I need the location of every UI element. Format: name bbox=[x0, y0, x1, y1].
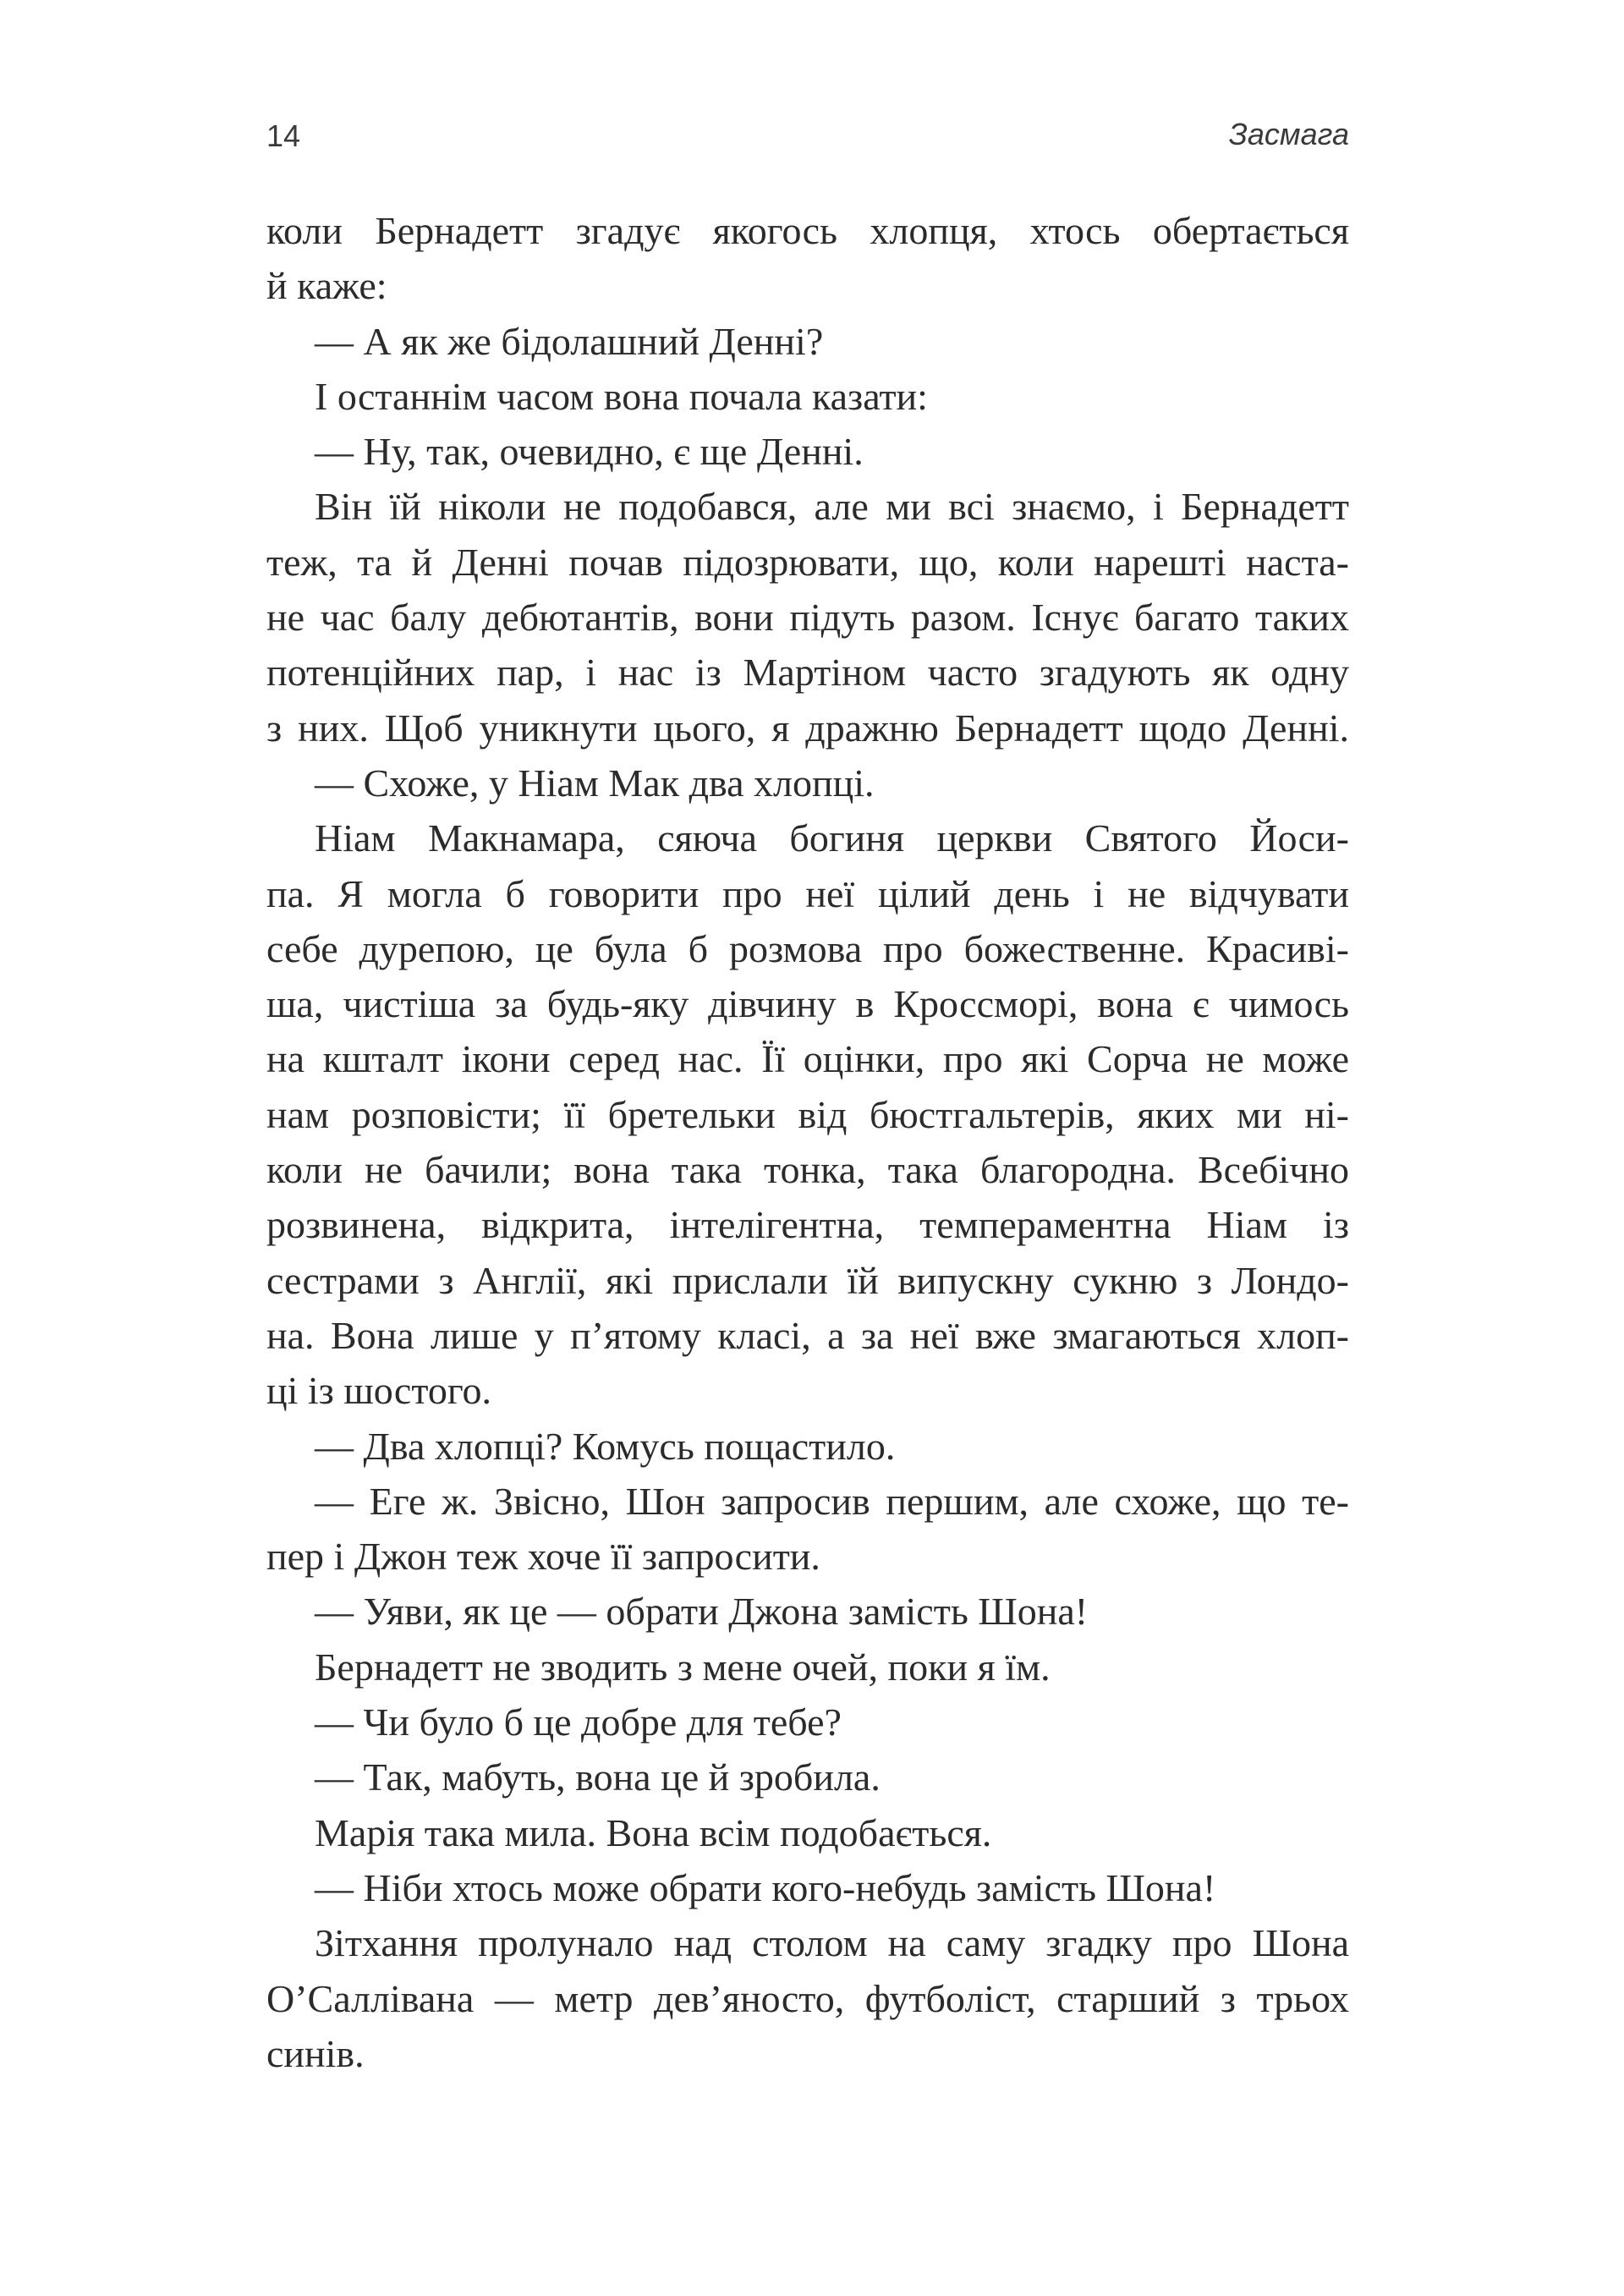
text-line: — Ніби хтось може обрати кого-небудь замість Шона! bbox=[315, 1865, 1216, 1909]
text-line: коли Бернадетт згадує якогось хлопця, хтось обертається bbox=[266, 209, 1349, 252]
text-line: коли не бачили; вона така тонка, така благородна. Всебічно bbox=[266, 1148, 1349, 1192]
text-line: не час балу дебютантів, вони підуть разом. Існує багато таких bbox=[266, 596, 1349, 640]
text-line: синів. bbox=[266, 2031, 365, 2075]
text-line: — Чи було б це добре для тебе? bbox=[315, 1700, 842, 1744]
text-line: Ніам Макнамара, сяюча богиня церкви Святого Йоси- bbox=[315, 816, 1349, 860]
text-line: Він їй ніколи не подобався, але ми всі знаємо, і Бернадетт bbox=[315, 485, 1349, 529]
text-line: О’Саллівана — метр дев’яносто, футболіст, старший з трьох bbox=[266, 1976, 1349, 2020]
text-line: сестрами з Англії, які прислали їй випускну сукню з Лондо- bbox=[266, 1258, 1349, 1302]
running-title: Засмага bbox=[1228, 117, 1349, 151]
text-line: з них. Щоб уникнути цього, я дражню Бернадетт щодо Денні. bbox=[266, 706, 1349, 750]
text-line: І останнім часом вона почала казати: bbox=[315, 374, 928, 418]
text-line: на. Вона лише у п’ятому класі, а за неї вже змагаються хлоп- bbox=[266, 1313, 1349, 1357]
text-line: — Уяви, як це — обрати Джона замість Шона! bbox=[315, 1590, 1089, 1634]
text-line: — Ну, так, очевидно, є ще Денні. bbox=[315, 430, 864, 474]
text-line: ці із шостого. bbox=[266, 1369, 492, 1413]
text-line: теж, та й Денні почав підозрювати, що, коли нарешті наста- bbox=[266, 540, 1349, 584]
text-line: Марія така мила. Вона всім подобається. bbox=[315, 1810, 992, 1854]
text-line: Зітхання пролунало над столом на саму згадку про Шона bbox=[315, 1921, 1349, 1965]
page-number: 14 bbox=[266, 118, 301, 153]
body-text bbox=[266, 203, 1349, 2081]
text-line: потенційних пар, і нас із Мартіном часто згадують як одну bbox=[266, 651, 1349, 695]
text-line: — А як же бідолашний Денні? bbox=[315, 319, 824, 363]
text-line: ша, чистіша за будь-яку дівчину в Кроссморі, вона є чимось bbox=[266, 982, 1349, 1026]
text-line: нам розповісти; її бретельки від бюстгальтерів, яких ми ні- bbox=[266, 1092, 1349, 1136]
text-line: па. Я могла б говорити про неї цілий день і не відчувати bbox=[266, 871, 1349, 915]
text-line: й каже: bbox=[266, 264, 387, 308]
text-line: Бернадетт не зводить з мене очей, поки я їм. bbox=[315, 1645, 1051, 1689]
text-line: себе дурепою, це була б розмова про божественне. Красиві- bbox=[266, 926, 1349, 970]
text-line: пер і Джон теж хоче її запросити. bbox=[266, 1535, 820, 1579]
text-line: — Два хлопці? Комусь пощастило. bbox=[315, 1424, 896, 1468]
text-line: на кшталт ікони серед нас. Її оцінки, про які Сорча не може bbox=[266, 1037, 1349, 1081]
text-line: — Так, мабуть, вона це й зробила. bbox=[315, 1755, 881, 1799]
text-line: розвинена, відкрита, інтелігентна, темпераментна Ніам із bbox=[266, 1203, 1349, 1247]
text-line: — Схоже, у Ніам Мак два хлопці. bbox=[315, 761, 875, 805]
text-line: — Еге ж. Звісно, Шон запросив першим, але схоже, що те- bbox=[315, 1479, 1349, 1523]
